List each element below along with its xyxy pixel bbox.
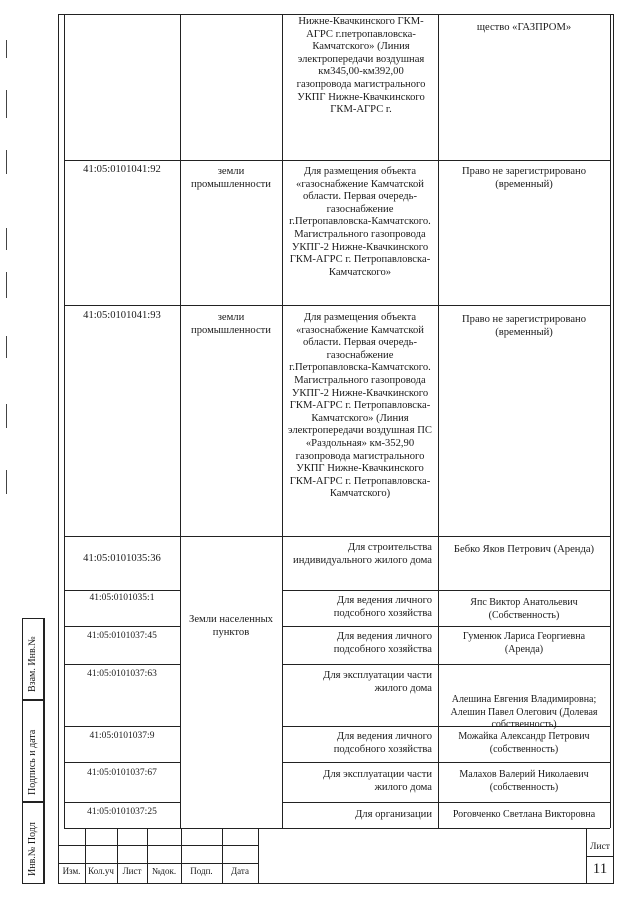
cell-use: Для размещения объекта «газоснабжение Камчатской области. Первая очередь-газоснабжение г.Петропавловска-Камчатского. Магистрального газопровода УКПГ-2 Нижне-Квачкинского ГКМ-АГРС г. Петропавловска-Камчатского» — [289, 166, 431, 278]
cell-use: Для эксплуатации части жилого дома — [323, 769, 432, 793]
row-line — [64, 536, 610, 537]
cell-right: Малахов Валерий Николаевич (собственность) — [459, 769, 589, 793]
cell-land-category: Земли населенных пунктов — [189, 614, 273, 638]
row-line — [64, 802, 180, 803]
sheet-label: Лист — [590, 842, 610, 852]
row-line — [282, 590, 610, 591]
side-line — [44, 618, 45, 884]
row-line — [282, 762, 610, 763]
cell-cadastral: 41:05:0101037:63 — [87, 669, 157, 679]
stamp-line — [586, 856, 614, 857]
cell-land-category: земли промышленности — [191, 166, 271, 190]
cell-cadastral: 41:05:0101037:67 — [87, 768, 157, 778]
cell-right: Роговченко Светлана Викторовна — [452, 809, 596, 820]
cell-right: Япс Виктор Анатольевич (Собственность) — [470, 597, 578, 621]
row-line — [64, 590, 180, 591]
row-line — [64, 626, 180, 627]
side-label: Подпись и дата — [27, 729, 38, 795]
cell-right: Право не зарегистрировано (временный) — [462, 166, 586, 190]
table-col-line — [64, 14, 65, 828]
side-label: Инв.№ Подл — [27, 822, 38, 876]
cell-cadastral: 41:05:0101037:25 — [87, 807, 157, 817]
stamp-line — [258, 828, 259, 884]
cell-use: Для строительства индивидуального жилого дома — [293, 542, 432, 566]
cell-right: Алешина Евгения Владимировна; Алешин Павел Олегович (Долевая собственность) — [450, 694, 598, 731]
cell-use: Для организации — [355, 809, 432, 820]
stamp-col-label: Изм. — [62, 866, 81, 876]
side-label: Взам. Инв.№ — [27, 636, 38, 692]
row-line — [64, 828, 610, 829]
cell-use: Для размещения объекта «газоснабжение Камчатской области. Первая очередь-газоснабжение г.Петропавловска-Камчатского. Магистрального газопровода УКПГ-2 Нижне-Квачкинского ГКМ-АГРС г. Петропавловска-Камчатского» (Линия электропередачи воздушная ПС «Раздольная» км-352,90 газопровода магистрального УКПГ Нижне-Квачкинского ГКМ-АГРС г. Петропавловска-Камчатского) — [288, 312, 432, 500]
row-line — [64, 664, 180, 665]
stamp-line — [58, 863, 258, 864]
cell-right: Право не зарегистрировано (временный) — [462, 314, 586, 338]
table-col-line — [282, 14, 283, 828]
cell-right: Гуменюк Лариса Георгиевна (Аренда) — [462, 631, 586, 655]
cell-cadastral: 41:05:0101035:36 — [83, 553, 161, 564]
scan-mark — [6, 228, 15, 250]
cell-right: Можайка Александр Петрович (собственность) — [458, 731, 590, 755]
row-line — [282, 664, 610, 665]
cell-land-category: земли промышленности — [191, 312, 271, 336]
cell-cadastral: 41:05:0101037:9 — [89, 731, 155, 741]
stamp-col-label: Подп. — [190, 866, 213, 876]
stamp-col-label: Кол.уч — [88, 866, 114, 876]
cell-cadastral: 41:05:0101041:93 — [83, 310, 161, 321]
table-col-line — [180, 14, 181, 828]
row-line — [282, 626, 610, 627]
row-line — [64, 762, 180, 763]
scan-mark — [6, 404, 15, 428]
cell-use: Для ведения личного подсобного хозяйства — [333, 731, 432, 755]
row-line — [282, 802, 610, 803]
row-line — [64, 726, 180, 727]
cell-use: Для ведения личного подсобного хозяйства — [333, 595, 432, 619]
scan-mark — [6, 90, 15, 118]
cell-right: щество «ГАЗПРОМ» — [476, 22, 572, 33]
stamp-col-label: №док. — [151, 866, 177, 876]
row-line — [64, 160, 610, 161]
cell-use: Для ведения личного подсобного хозяйства — [333, 631, 432, 655]
cell-use: Для эксплуатации части жилого дома — [323, 670, 432, 694]
stamp-col-label: Лист — [122, 866, 142, 876]
cell-cadastral: 41:05:0101037:45 — [87, 631, 157, 641]
table-col-line — [438, 14, 439, 828]
scan-mark — [6, 336, 15, 358]
table-col-line — [610, 14, 611, 828]
stamp-col-label: Дата — [231, 866, 249, 876]
sheet-number: 11 — [592, 861, 608, 877]
cell-cadastral: 41:05:0101041:92 — [83, 164, 161, 175]
scan-mark — [6, 40, 15, 58]
scan-mark — [6, 272, 15, 298]
row-line — [64, 305, 610, 306]
cell-cadastral: 41:05:0101035:1 — [89, 593, 155, 603]
cell-right: Бебко Яков Петрович (Аренда) — [453, 544, 595, 555]
scan-mark — [6, 470, 15, 494]
cell-use: Нижне-Квачкинского ГКМ-АГРС г.петропавловска-Камчатского» (Линия электропередачи воздушная км345,00-км392,00 газопровода магистрального УКПГ Нижне-Квачкинского ГКМ-АГРС г. — [296, 16, 426, 116]
stamp-line — [58, 845, 258, 846]
scan-mark — [6, 150, 15, 174]
